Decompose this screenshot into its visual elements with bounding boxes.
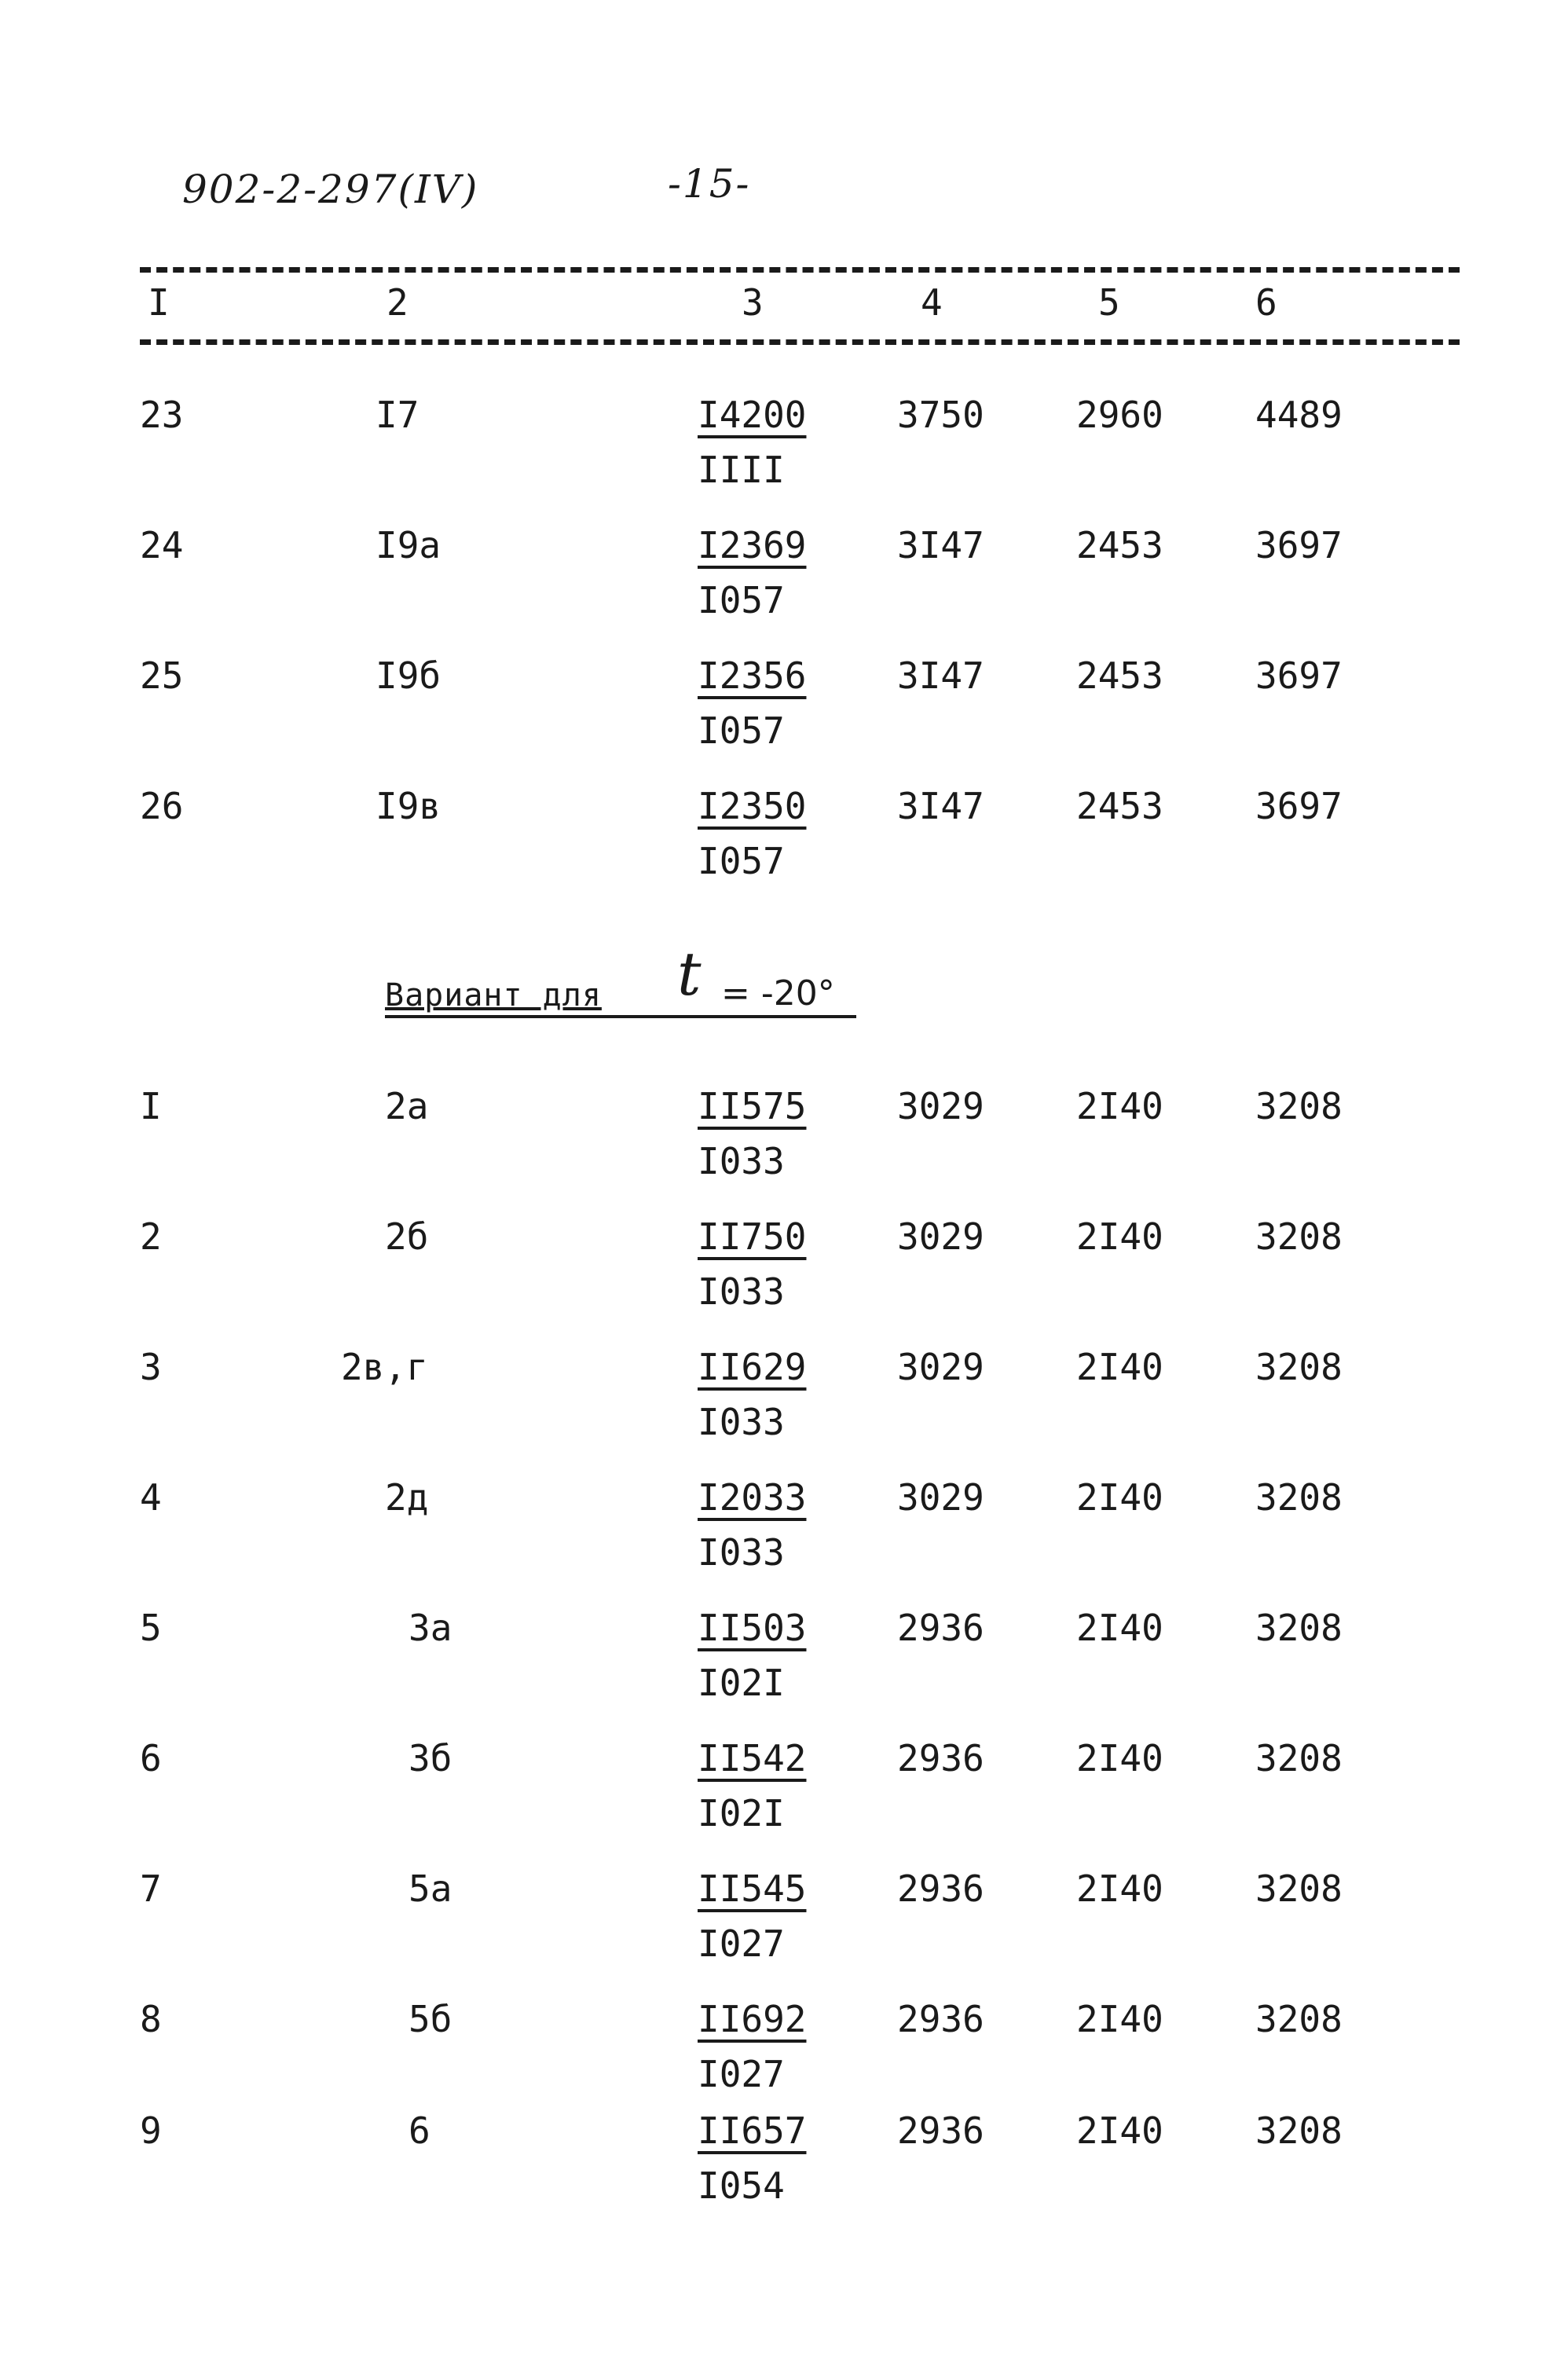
cell-col4: 2936	[897, 1737, 984, 1779]
fraction-denominator: IIII	[698, 449, 785, 491]
cell-number: 9	[140, 2109, 162, 2152]
fraction-numerator: II657	[698, 2109, 807, 2152]
cell-col6: 3697	[1255, 524, 1343, 566]
cell-mark: 2д	[385, 1476, 429, 1519]
fraction-denominator: I033	[698, 1140, 785, 1182]
cell-col6: 3208	[1255, 1476, 1343, 1519]
cell-mark: 6	[408, 2109, 430, 2152]
fraction-denominator: I033	[698, 1531, 785, 1574]
cell-col6: 3208	[1255, 1085, 1343, 1127]
fraction-numerator: II629	[698, 1346, 807, 1388]
cell-col4: 3029	[897, 1476, 984, 1519]
cell-col5: 2I40	[1076, 1346, 1163, 1388]
cell-col5: 2I40	[1076, 1737, 1163, 1779]
fraction-denominator: I057	[698, 709, 785, 752]
cell-mark: I9б	[376, 654, 441, 697]
cell-col4: 3I47	[897, 524, 984, 566]
cell-col6: 3208	[1255, 1998, 1343, 2040]
fraction-cell	[698, 1606, 806, 1705]
fraction-cell	[698, 1345, 806, 1444]
col-header-4: 4	[921, 281, 943, 324]
cell-col4: 2936	[897, 1607, 984, 1649]
cell-col6: 3208	[1255, 1867, 1343, 1910]
cell-col6: 3208	[1255, 1607, 1343, 1649]
cell-mark: 5а	[408, 1867, 452, 1910]
col-header-5: 5	[1098, 281, 1120, 324]
variant-label: Вариант для	[385, 977, 602, 1013]
cell-col4: 2936	[897, 1998, 984, 2040]
table-rule-bottom	[140, 339, 1460, 345]
cell-col4: 3029	[897, 1215, 984, 1258]
fraction-cell	[698, 654, 806, 753]
fraction-numerator: I2369	[698, 524, 807, 566]
cell-number: 25	[140, 654, 184, 697]
cell-mark: 2в,г	[341, 1346, 428, 1388]
cell-number: 2	[140, 1215, 162, 1258]
cell-col4: 3029	[897, 1346, 984, 1388]
cell-col5: 2453	[1076, 524, 1163, 566]
table-rule-top	[140, 267, 1460, 273]
cell-number: 4	[140, 1476, 162, 1519]
cell-col4: 3I47	[897, 654, 984, 697]
fraction-denominator: I033	[698, 1270, 785, 1313]
fraction-cell	[698, 1867, 806, 1966]
cell-col5: 2I40	[1076, 1867, 1163, 1910]
fraction-numerator: I2350	[698, 785, 807, 827]
fraction-denominator: I057	[698, 579, 785, 621]
cell-col5: 2I40	[1076, 1998, 1163, 2040]
fraction-cell	[698, 1997, 806, 2096]
fraction-denominator: I054	[698, 2164, 785, 2207]
cell-number: 3	[140, 1346, 162, 1388]
variant-temp-value: = -20°	[721, 973, 835, 1013]
col-header-2: 2	[387, 281, 408, 324]
fraction-denominator: I033	[698, 1401, 785, 1443]
cell-number: 6	[140, 1737, 162, 1779]
cell-col6: 3208	[1255, 1346, 1343, 1388]
cell-col6: 3697	[1255, 654, 1343, 697]
fraction-numerator: II750	[698, 1215, 807, 1258]
cell-number: 24	[140, 524, 184, 566]
fraction-numerator: I2356	[698, 654, 807, 697]
cell-mark: 3б	[408, 1737, 452, 1779]
fraction-numerator: I4200	[698, 394, 807, 436]
fraction-denominator: I057	[698, 840, 785, 882]
fraction-numerator: II692	[698, 1998, 807, 2040]
cell-col4: 3I47	[897, 785, 984, 827]
page-number: -15-	[668, 161, 751, 207]
variant-underline	[385, 1015, 856, 1018]
fraction-denominator: I027	[698, 1922, 785, 1965]
cell-col5: 2453	[1076, 785, 1163, 827]
cell-number: I	[140, 1085, 162, 1127]
fraction-cell	[698, 784, 806, 883]
cell-col6: 3208	[1255, 1215, 1343, 1258]
cell-number: 7	[140, 1867, 162, 1910]
fraction-numerator: II503	[698, 1607, 807, 1649]
cell-col6: 3208	[1255, 1737, 1343, 1779]
cell-number: 26	[140, 785, 184, 827]
fraction-cell	[698, 1736, 806, 1835]
cell-col5: 2I40	[1076, 1085, 1163, 1127]
variant-temp-symbol: t	[677, 939, 702, 1009]
cell-col5: 2I40	[1076, 2109, 1163, 2152]
cell-mark: 2б	[385, 1215, 429, 1258]
cell-col4: 2936	[897, 2109, 984, 2152]
cell-col4: 2936	[897, 1867, 984, 1910]
cell-number: 8	[140, 1998, 162, 2040]
cell-col6: 3697	[1255, 785, 1343, 827]
col-header-3: 3	[742, 281, 764, 324]
cell-mark: 3а	[408, 1607, 452, 1649]
cell-col5: 2I40	[1076, 1607, 1163, 1649]
fraction-cell	[698, 393, 806, 492]
fraction-numerator: I2033	[698, 1476, 807, 1519]
cell-col6: 4489	[1255, 394, 1343, 436]
fraction-cell	[698, 2109, 806, 2208]
cell-col5: 2453	[1076, 654, 1163, 697]
fraction-denominator: I02I	[698, 1792, 785, 1834]
cell-mark: I7	[376, 394, 419, 436]
cell-col5: 2960	[1076, 394, 1163, 436]
fraction-cell	[698, 1084, 806, 1183]
cell-mark: 5б	[408, 1998, 452, 2040]
cell-col5: 2I40	[1076, 1476, 1163, 1519]
cell-mark: 2а	[385, 1085, 429, 1127]
cell-mark: I9в	[376, 785, 441, 827]
fraction-cell	[698, 1475, 806, 1574]
cell-col5: 2I40	[1076, 1215, 1163, 1258]
fraction-numerator: II575	[698, 1085, 807, 1127]
fraction-numerator: II542	[698, 1737, 807, 1779]
fraction-denominator: I02I	[698, 1662, 785, 1704]
cell-col6: 3208	[1255, 2109, 1343, 2152]
cell-col4: 3750	[897, 394, 984, 436]
col-header-1: I	[148, 281, 170, 324]
variant-heading	[385, 939, 856, 1013]
cell-number: 5	[140, 1607, 162, 1649]
document-code: 902-2-297(IV)	[182, 167, 479, 212]
fraction-denominator: I027	[698, 2053, 785, 2095]
col-header-6: 6	[1255, 281, 1277, 324]
fraction-numerator: II545	[698, 1867, 807, 1910]
fraction-cell	[698, 523, 806, 622]
fraction-cell	[698, 1215, 806, 1314]
cell-col4: 3029	[897, 1085, 984, 1127]
cell-mark: I9а	[376, 524, 441, 566]
cell-number: 23	[140, 394, 184, 436]
